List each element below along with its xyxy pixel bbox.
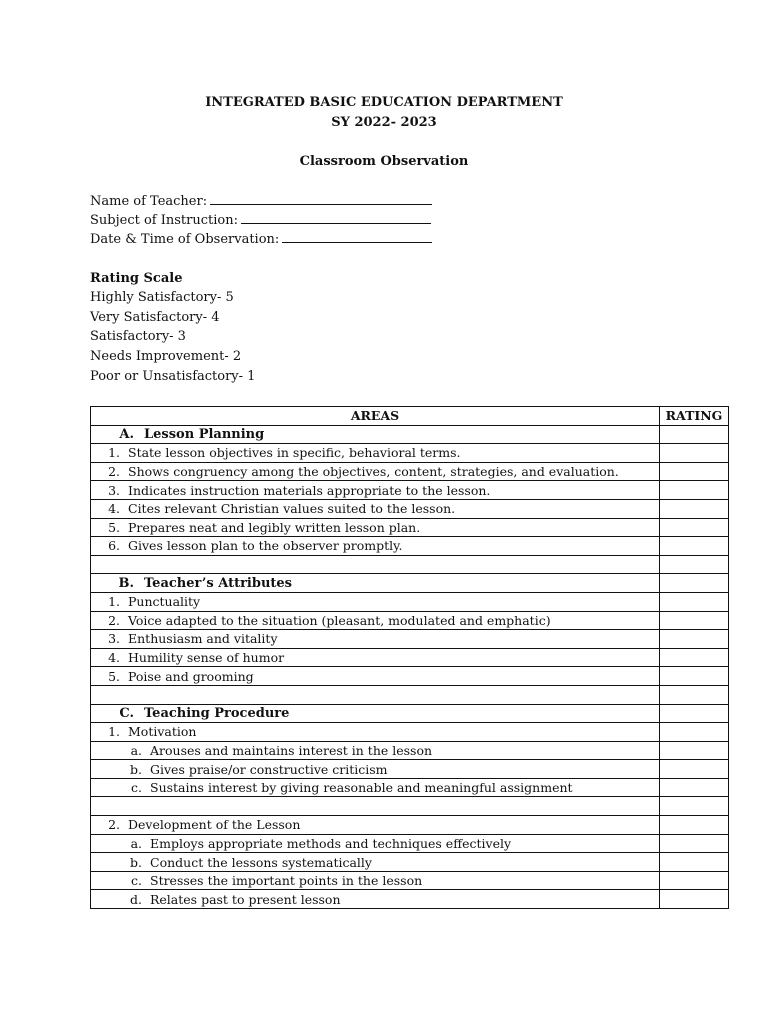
- table-row: [91, 648, 729, 667]
- item-marker: 4.: [108, 501, 120, 517]
- area-cell: [91, 555, 660, 574]
- area-cell: [91, 890, 660, 909]
- rating-cell[interactable]: [660, 481, 729, 500]
- area-cell: [91, 685, 660, 704]
- area-content: [91, 816, 659, 833]
- rating-cell[interactable]: [660, 816, 729, 835]
- table-section-row: [91, 425, 729, 444]
- area-cell: [91, 723, 660, 742]
- rating-cell[interactable]: [660, 890, 729, 909]
- area-cell: [91, 425, 660, 444]
- area-content: [91, 723, 659, 740]
- area-content: [91, 482, 659, 499]
- area-content: [91, 854, 659, 871]
- teacher-name-label: Name of Teacher:: [90, 194, 208, 209]
- area-content: [91, 519, 659, 536]
- area-cell: [91, 797, 660, 816]
- table-section-row: [91, 574, 729, 593]
- item-text: Employs appropriate methods and techniques effectively: [150, 835, 512, 851]
- item-marker: 5.: [108, 668, 120, 684]
- area-cell: [91, 537, 660, 556]
- table-row: [91, 481, 729, 500]
- area-content: [91, 500, 659, 517]
- table-row: [91, 518, 729, 537]
- item-text: Prepares neat and legibly written lesson plan.: [128, 519, 421, 535]
- rating-cell[interactable]: [660, 499, 729, 518]
- area-cell: [91, 611, 660, 630]
- item-marker: b.: [130, 761, 142, 777]
- rating-cell[interactable]: [660, 778, 729, 797]
- subject-label: Subject of Instruction:: [90, 213, 238, 228]
- item-text: Sustains interest by giving reasonable and meaningful assignment: [150, 780, 573, 796]
- subject-field[interactable]: [90, 212, 431, 228]
- rating-cell[interactable]: [660, 537, 729, 556]
- item-text: State lesson objectives in specific, behavioral terms.: [128, 445, 461, 461]
- subject-blank[interactable]: [241, 212, 431, 224]
- item-text: Poise and grooming: [128, 668, 254, 684]
- item-marker: b.: [130, 854, 142, 870]
- rating-scale-item: Satisfactory- 3: [90, 329, 186, 344]
- table-row: [91, 778, 729, 797]
- date-time-label: Date & Time of Observation:: [90, 232, 280, 247]
- area-content: [91, 630, 659, 647]
- rating-cell[interactable]: [660, 611, 729, 630]
- area-content: [91, 705, 659, 722]
- area-cell: [91, 853, 660, 872]
- rating-cell[interactable]: [660, 574, 729, 593]
- area-content: [91, 872, 659, 889]
- rating-cell[interactable]: [660, 853, 729, 872]
- rating-cell[interactable]: [660, 760, 729, 779]
- rating-cell[interactable]: [660, 871, 729, 890]
- rating-cell[interactable]: [660, 834, 729, 853]
- school-year-heading: SY 2022- 2023: [331, 115, 437, 130]
- rating-cell[interactable]: [660, 723, 729, 742]
- rating-scale-item: Poor or Unsatisfactory- 1: [90, 369, 256, 384]
- area-content: [91, 593, 659, 610]
- area-cell: [91, 444, 660, 463]
- item-marker: a.: [130, 742, 142, 758]
- rating-cell[interactable]: [660, 425, 729, 444]
- table-blank-row: [91, 797, 729, 816]
- item-text: Stresses the important points in the lesson: [150, 873, 423, 889]
- area-content: [91, 761, 659, 778]
- item-text: Teaching Procedure: [144, 705, 290, 721]
- table-row: [91, 871, 729, 890]
- form-title: Classroom Observation: [299, 154, 469, 169]
- table-row: [91, 834, 729, 853]
- area-content: [91, 463, 659, 480]
- table-row: [91, 816, 729, 835]
- rating-cell[interactable]: [660, 648, 729, 667]
- item-text: Development of the Lesson: [128, 817, 301, 833]
- item-marker: B.: [118, 575, 134, 591]
- area-content: [91, 575, 659, 592]
- item-text: Arouses and maintains interest in the lesson: [150, 742, 433, 758]
- rating-cell[interactable]: [660, 704, 729, 723]
- item-text: Voice adapted to the situation (pleasant, modulated and emphatic): [128, 612, 551, 628]
- item-text: Humility sense of humor: [128, 650, 285, 666]
- observation-table: [90, 406, 729, 909]
- area-content: [91, 779, 659, 796]
- rating-cell[interactable]: [660, 741, 729, 760]
- area-cell: [91, 630, 660, 649]
- item-marker: 1.: [108, 724, 120, 740]
- item-text: Enthusiasm and vitality: [128, 631, 278, 647]
- item-marker: A.: [119, 426, 134, 442]
- department-heading: INTEGRATED BASIC EDUCATION DEPARTMENT: [205, 95, 563, 110]
- rating-column-header: RATING: [660, 407, 729, 426]
- table-row: [91, 630, 729, 649]
- area-cell: [91, 834, 660, 853]
- area-content: [91, 835, 659, 852]
- item-marker: 2.: [108, 612, 120, 628]
- rating-cell[interactable]: [660, 518, 729, 537]
- rating-scale-item: Needs Improvement- 2: [90, 349, 242, 364]
- item-marker: 1.: [108, 445, 120, 461]
- area-cell: [91, 462, 660, 481]
- table-row: [91, 667, 729, 686]
- item-marker: c.: [131, 873, 142, 889]
- area-cell: [91, 481, 660, 500]
- item-text: Gives lesson plan to the observer promptly.: [128, 538, 403, 554]
- item-text: Cites relevant Christian values suited to the lesson.: [128, 501, 456, 517]
- rating-cell[interactable]: [660, 592, 729, 611]
- areas-column-header: AREAS: [91, 407, 660, 426]
- area-content: [91, 891, 659, 908]
- rating-scale-item: Very Satisfactory- 4: [90, 310, 220, 325]
- date-time-blank[interactable]: [282, 231, 432, 243]
- rating-cell[interactable]: [660, 685, 729, 704]
- table-row: [91, 611, 729, 630]
- table-body: [91, 425, 729, 908]
- table-row: [91, 760, 729, 779]
- item-marker: 6.: [108, 538, 120, 554]
- rating-cell[interactable]: [660, 667, 729, 686]
- table-row: [91, 499, 729, 518]
- date-time-field[interactable]: [90, 231, 432, 247]
- item-marker: 3.: [108, 482, 120, 498]
- item-marker: 4.: [108, 650, 120, 666]
- area-cell: [91, 816, 660, 835]
- table-row: [91, 592, 729, 611]
- area-content: [91, 612, 659, 629]
- item-marker: 2.: [108, 817, 120, 833]
- item-marker: 3.: [108, 631, 120, 647]
- area-content: [91, 742, 659, 759]
- item-text: Teacher’s Attributes: [144, 575, 293, 591]
- table-row: [91, 853, 729, 872]
- area-cell: [91, 648, 660, 667]
- item-marker: c.: [131, 780, 142, 796]
- item-text: Punctuality: [128, 594, 201, 610]
- item-text: Lesson Planning: [144, 426, 265, 442]
- area-cell: [91, 592, 660, 611]
- rating-cell[interactable]: [660, 797, 729, 816]
- area-cell: [91, 760, 660, 779]
- teacher-name-blank[interactable]: [210, 193, 432, 205]
- table-row: [91, 890, 729, 909]
- item-marker: 2.: [108, 464, 120, 480]
- area-cell: [91, 667, 660, 686]
- item-text: Indicates instruction materials appropriate to the lesson.: [128, 482, 491, 498]
- area-content: [91, 668, 659, 685]
- item-marker: a.: [130, 835, 142, 851]
- table-header-row: [91, 407, 729, 426]
- item-text: Motivation: [128, 724, 197, 740]
- item-marker: 5.: [108, 519, 120, 535]
- teacher-name-field[interactable]: [90, 193, 432, 209]
- area-cell: [91, 574, 660, 593]
- rating-cell[interactable]: [660, 630, 729, 649]
- table-section-row: [91, 704, 729, 723]
- table-row: [91, 723, 729, 742]
- item-text: Relates past to present lesson: [150, 891, 341, 907]
- table-row: [91, 741, 729, 760]
- rating-cell[interactable]: [660, 462, 729, 481]
- area-cell: [91, 778, 660, 797]
- table-row: [91, 462, 729, 481]
- area-cell: [91, 741, 660, 760]
- area-cell: [91, 704, 660, 723]
- item-text: Shows congruency among the objectives, content, strategies, and evaluation.: [128, 464, 619, 480]
- area-content: [91, 444, 659, 461]
- item-marker: C.: [119, 705, 134, 721]
- rating-scale-item: Highly Satisfactory- 5: [90, 290, 234, 305]
- table-blank-row: [91, 685, 729, 704]
- table-blank-row: [91, 555, 729, 574]
- rating-scale-title: Rating Scale: [90, 271, 183, 286]
- area-content: [91, 537, 659, 554]
- area-content: [91, 649, 659, 666]
- area-content: [91, 426, 659, 443]
- table-row: [91, 444, 729, 463]
- item-marker: 1.: [108, 594, 120, 610]
- item-text: Conduct the lessons systematically: [150, 854, 372, 870]
- table-row: [91, 537, 729, 556]
- item-marker: d.: [130, 891, 142, 907]
- rating-cell[interactable]: [660, 555, 729, 574]
- item-text: Gives praise/or constructive criticism: [150, 761, 388, 777]
- area-cell: [91, 871, 660, 890]
- area-cell: [91, 499, 660, 518]
- area-cell: [91, 518, 660, 537]
- rating-cell[interactable]: [660, 444, 729, 463]
